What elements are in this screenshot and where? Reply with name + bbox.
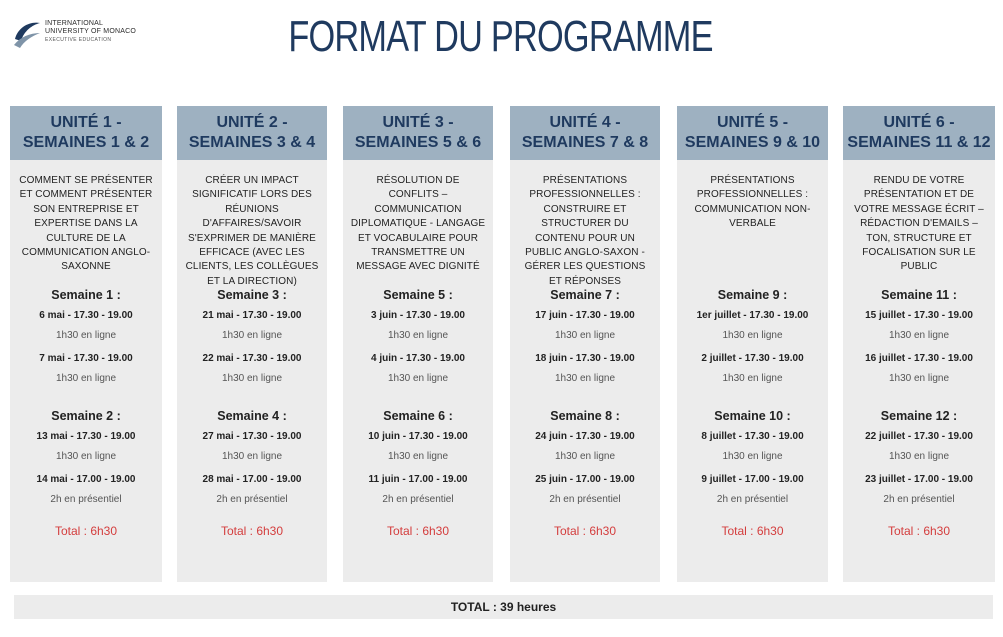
week-block — [343, 406, 493, 513]
unit-header — [677, 106, 828, 160]
unit-header — [843, 106, 995, 160]
session-date: 1er juillet - 17.30 - 19.00 — [696, 310, 809, 321]
week-block — [343, 285, 493, 392]
week-block — [843, 406, 995, 513]
session-date: 21 mai - 17.30 - 19.00 — [202, 310, 302, 321]
session-mode: 1h30 en ligne — [387, 373, 449, 384]
session-mode: 1h30 en ligne — [221, 451, 283, 462]
unit-column-4 — [510, 106, 660, 582]
unit-column-6 — [843, 106, 995, 582]
session-date: 22 mai - 17.30 - 19.00 — [202, 353, 302, 364]
week-title: Semaine 6 : — [383, 409, 453, 423]
unit-header-line-2: SEMAINES 5 & 6 — [354, 134, 482, 151]
week-title: Semaine 10 : — [714, 409, 791, 423]
week-title: Semaine 5 : — [383, 288, 453, 302]
week-block — [677, 285, 828, 392]
week-title: Semaine 1 : — [51, 288, 121, 302]
session-date: 9 juillet - 17.00 - 19.00 — [701, 474, 804, 485]
session-date: 15 juillet - 17.30 - 19.00 — [865, 310, 973, 321]
session-date: 11 juin - 17.00 - 19.00 — [368, 474, 468, 485]
unit-total: Total : 6h30 — [721, 524, 784, 538]
monaco-logo-icon — [12, 17, 42, 51]
week-title: Semaine 3 : — [217, 288, 287, 302]
session-mode: 1h30 en ligne — [387, 451, 449, 462]
session-date: 10 juin - 17.30 - 19.00 — [368, 431, 468, 442]
unit-header-line-1: UNITÉ 2 - — [216, 114, 288, 131]
week-block — [510, 285, 660, 392]
unit-header-line-1: UNITÉ 5 - — [716, 114, 789, 131]
unit-total: Total : 6h30 — [553, 524, 617, 538]
week-block — [10, 285, 162, 392]
unit-total: Total : 6h30 — [386, 524, 450, 538]
session-date: 7 mai - 17.30 - 19.00 — [39, 353, 133, 364]
week-title: Semaine 12 : — [880, 409, 958, 423]
session-mode: 1h30 en ligne — [221, 330, 283, 341]
logo-line-2: UNIVERSITY OF MONACO — [45, 27, 136, 35]
session-date: 24 juin - 17.30 - 19.00 — [535, 431, 635, 442]
session-date: 17 juin - 17.30 - 19.00 — [535, 310, 635, 321]
unit-header-line-2: SEMAINES 7 & 8 — [521, 134, 649, 151]
page-title: FORMAT DU PROGRAMME — [288, 12, 713, 61]
grand-total-bar — [14, 595, 993, 619]
unit-column-3 — [343, 106, 493, 582]
session-mode: 1h30 en ligne — [387, 330, 449, 341]
logo-line-1: INTERNATIONAL — [45, 20, 104, 27]
session-mode: 1h30 en ligne — [722, 330, 783, 341]
session-date: 16 juillet - 17.30 - 19.00 — [865, 353, 973, 364]
week-title: Semaine 9 : — [717, 288, 788, 302]
session-mode: 1h30 en ligne — [554, 373, 616, 384]
unit-header-line-1: UNITÉ 6 - — [883, 114, 955, 131]
week-title: Semaine 7 : — [550, 288, 620, 302]
session-mode: 1h30 en ligne — [55, 373, 117, 384]
session-date: 8 juillet - 17.30 - 19.00 — [701, 431, 804, 442]
unit-description: PRÉSENTATIONS PROFESSIONNELLES : COMMUNICATION NON-VERBALE — [694, 175, 811, 230]
session-date: 28 mai - 17.00 - 19.00 — [202, 474, 302, 485]
session-date: 13 mai - 17.30 - 19.00 — [36, 431, 136, 442]
unit-header — [343, 106, 493, 160]
session-mode: 1h30 en ligne — [722, 373, 783, 384]
session-mode: 2h en présentiel — [216, 494, 288, 505]
session-date: 3 juin - 17.30 - 19.00 — [371, 310, 465, 321]
session-mode: 1h30 en ligne — [55, 330, 117, 341]
week-block — [10, 406, 162, 513]
session-mode: 1h30 en ligne — [888, 451, 950, 462]
unit-total: Total : 6h30 — [887, 524, 951, 538]
session-mode: 1h30 en ligne — [888, 373, 950, 384]
unit-header — [510, 106, 660, 160]
unit-description: RENDU DE VOTRE PRÉSENTATION ET DE VOTRE MESSAGE ÉCRIT – RÉDACTION D'EMAILS – TON, STRUCTURE ET FOCALISATION SUR LE PUBLIC — [854, 175, 984, 273]
grand-total-label: TOTAL : 39 heures — [450, 600, 557, 614]
unit-header-line-2: SEMAINES 3 & 4 — [188, 134, 316, 151]
session-mode: 2h en présentiel — [716, 494, 789, 505]
session-date: 18 juin - 17.30 - 19.00 — [535, 353, 635, 364]
session-mode: 1h30 en ligne — [554, 451, 616, 462]
unit-header-line-1: UNITÉ 1 - — [50, 114, 122, 131]
session-date: 27 mai - 17.30 - 19.00 — [202, 431, 302, 442]
week-block — [843, 285, 995, 392]
session-mode: 1h30 en ligne — [221, 373, 283, 384]
session-mode: 2h en présentiel — [50, 494, 122, 505]
session-mode: 1h30 en ligne — [55, 451, 117, 462]
session-date: 6 mai - 17.30 - 19.00 — [39, 310, 133, 321]
session-date: 14 mai - 17.00 - 19.00 — [36, 474, 136, 485]
session-date: 2 juillet - 17.30 - 19.00 — [701, 353, 804, 364]
session-mode: 1h30 en ligne — [722, 451, 783, 462]
session-mode: 2h en présentiel — [883, 494, 955, 505]
session-date: 4 juin - 17.30 - 19.00 — [371, 353, 465, 364]
unit-description: PRÉSENTATIONS PROFESSIONNELLES : CONSTRUIRE ET STRUCTURER DU CONTENU POUR UN PUBLIC ANGLO-SAXON - GÉRER LES QUESTIONS ET RÉPONSES — [524, 175, 646, 287]
unit-column-5 — [677, 106, 828, 582]
week-block — [510, 406, 660, 513]
unit-description: CRÉER UN IMPACT SIGNIFICATIF LORS DES RÉUNIONS D'AFFAIRES/SAVOIR S'EXPRIMER DE MANIÈRE EFFICACE (AVEC LES CLIENTS, LES COLLÈGUES ET LA DIRECTION) — [185, 175, 319, 287]
week-title: Semaine 8 : — [550, 409, 620, 423]
session-mode: 1h30 en ligne — [554, 330, 616, 341]
unit-header — [177, 106, 327, 160]
unit-header-line-2: SEMAINES 9 & 10 — [684, 134, 821, 151]
unit-header-line-1: UNITÉ 3 - — [382, 114, 454, 131]
session-date: 22 juillet - 17.30 - 19.00 — [865, 431, 973, 442]
week-block — [677, 406, 828, 513]
week-block — [177, 406, 327, 513]
session-date: 25 juin - 17.00 - 19.00 — [535, 474, 635, 485]
unit-total: Total : 6h30 — [220, 524, 284, 538]
unit-column-2 — [177, 106, 327, 582]
unit-column-1 — [10, 106, 162, 582]
session-date: 23 juillet - 17.00 - 19.00 — [865, 474, 973, 485]
unit-description: RÉSOLUTION DE CONFLITS – COMMUNICATION DIPLOMATIQUE - LANGAGE ET VOCABULAIRE POUR TRANSMETTRE UN MESSAGE AVEC DIGNITÉ — [350, 175, 486, 273]
logo-line-3: EXECUTIVE EDUCATION — [45, 37, 112, 44]
unit-header — [10, 106, 162, 160]
week-title: Semaine 2 : — [51, 409, 121, 423]
week-title: Semaine 4 : — [217, 409, 287, 423]
session-mode: 2h en présentiel — [382, 494, 454, 505]
unit-total: Total : 6h30 — [54, 524, 118, 538]
week-title: Semaine 11 : — [881, 288, 957, 302]
unit-header-line-1: UNITÉ 4 - — [549, 114, 621, 131]
session-mode: 2h en présentiel — [549, 494, 621, 505]
session-mode: 1h30 en ligne — [888, 330, 950, 341]
unit-header-line-2: SEMAINES 1 & 2 — [22, 134, 150, 151]
unit-description: COMMENT SE PRÉSENTER ET COMMENT PRÉSENTER SON ENTREPRISE ET EXPERTISE DANS LA CULTURE DE LA COMMUNICATION ANGLO-SAXONNE — [19, 175, 153, 273]
week-block — [177, 285, 327, 392]
unit-header-line-2: SEMAINES 11 & 12 — [847, 134, 991, 151]
